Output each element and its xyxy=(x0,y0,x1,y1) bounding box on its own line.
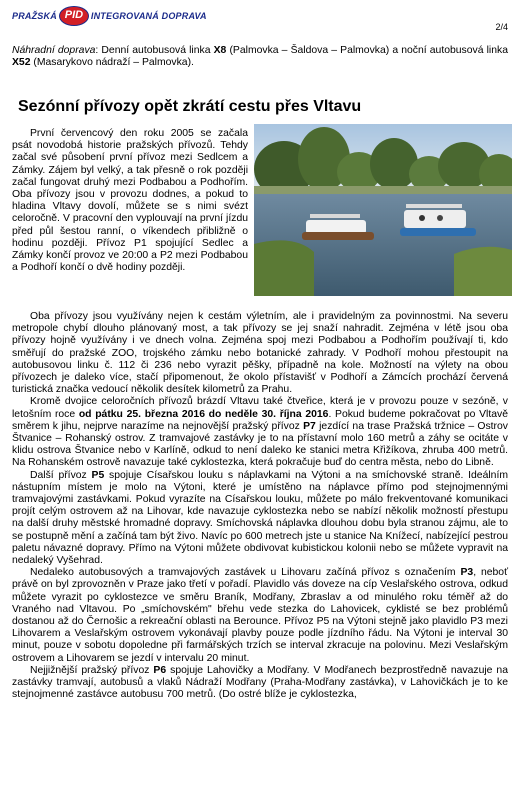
ferry-river-image xyxy=(254,124,512,296)
pid-badge-icon xyxy=(59,5,89,27)
article-title: Sezónní přívozy opět zkrátí cestu přes Vltavu xyxy=(18,98,362,115)
pid-logo xyxy=(12,4,207,28)
ferry-p6: P6 xyxy=(153,664,167,676)
replacement-transport-note xyxy=(12,45,508,69)
paragraph-3: Kromě dvojice celoročních přívozů brázdí Vltavu také čtveřice, která je v provozu pouze v sezóně, v letošním roce od pátku 25. března 2016 do neděle 30. října 2016. Pokud budeme pokračovat po Vltavě směrem k jihu, nejprve narazíme na nejnovější pražský přívoz P7 jezdící na trase Pražská tržnice – Ostrov Štvanice – Rohanský ostrov. Z tramvajové zastávky je to na přístavní molo 160 metrů a záhy se ocitáte v klidu ostrova Štvanice nebo v Karlíně, odkud to není daleko ke stanici metra Křižíkova, zhruba 400 metrů. Na Rohanském ostrově navazuje také cyklostezka, která pokračuje buď do centra města, nebo do Libně. xyxy=(12,396,508,469)
page-number: 2/4 xyxy=(495,22,508,32)
note-label: Náhradní doprava xyxy=(12,45,96,56)
paragraph-6: Nejjižnější pražský přívoz P6 spojuje Lahovičky a Modřany. V Modřanech bezprostředně navazuje na zastávky tramvají, autobusů a vlaků Nádraží Modřany (Praha-Modřany zastávka), v Lahovičkách je to ke stejnojmenné zastávce autobusu 700 metrů. (Do ostré blíže je cyklostezka, xyxy=(12,664,508,701)
line-x8: X8 xyxy=(213,45,227,56)
paragraph-5: Nedaleko autobusových a tramvajových zastávek u Lihovaru začíná přívoz s označením P3, neboť právě on byl zprovozněn v Praze jako třetí v pořadí. Plavidlo vás doveze na cíp Veslařského ostrova, odkud můžete vyrazit po cyklostezce ve směru Braník, Modřany, Zbraslav a od minulého roku téměř až do Vraného nad Vltavou. Po „smíchovském" břehu vede stezka do Lahovicek, cyklisté se bez problémů dostanou až do Černošic a rekreační oblasti na Berounce. Přívoz P5 na Výtoni stejně jako plavidlo P3 mezi Lihovarem a Veslařským ostrovem vykonávají plavby pouze podle jízdního řádu. Na Výtoni je interval 30 minut, pouze v sobotu dopoledne při farmářských trzích se interval zkracuje na polovinu. Mezi Veslařským ostrovem a Lihovarem se jezdí v intervalu 20 minut. xyxy=(12,567,508,664)
logo-right-text: INTEGROVANÁ DOPRAVA xyxy=(90,11,207,21)
paragraph-intro: První červencový den roku 2005 se začala psát novodobá historie pražských přívozů. Tehdy začal své působení první přívoz mezi Sedlcem a Zámky. Zájem byl velký, a tak přesně o rok později začal fungovat druhý mezi Podbabou a Podhořím. Oba přívozy jsou v provozu dodnes, a pokud to hladina Vltavy dovolí, můžete se s nimi svézt celoročně. V pracovní den vyplouvají na první jízdu před půl šestou ranní, o víkendech přibližně o hodinu později. Přívoz P1 spojující Sedlec a Zámky končí provoz ve 20:00 a P2 mezi Podbabou a Podhoří končí o dvě hodiny později. xyxy=(12,128,248,274)
page-header xyxy=(12,4,508,32)
note-text: (Palmovka – Šaldova – Palmovka) a noční autobusová linka xyxy=(226,45,508,56)
paragraph-4: Další přívoz P5 spojuje Císařskou louku s náplavkami na Výtoni a na smíchovské straně. Ideálním nástupním místem je molo na Výtoni, které je umístěno na náplavce přímo pod stejnojmennými tramvajovými zastávkami. Pokud vyrazíte na Císařskou louku, můžete po málo frekventované komunikaci projít celým ostrovem až na Lihovar, kde navazuje cyklostezka nebo se nabízí několik možností přestupu na další druhy městské hromadné dopravy. Smíchovská náplavka dlouhou dobu byla stranou zájmu, ale to se postupně mění a začíná tam být živo. Navíc po 600 metrech jste u stanice Na Knížecí, nabízející pestrou paletu návazné dopravy. Přímo na Výtoni můžete obdivovat kubistickou kolonii nebo se můžete vypravit na nedaleký Vyšehrad. xyxy=(12,469,508,567)
article-body xyxy=(12,311,508,702)
note-text: (Masarykovo nádraží – Palmovka). xyxy=(30,57,194,69)
logo-badge-text: PID xyxy=(64,9,84,21)
article-intro-wrap xyxy=(12,128,248,274)
ferry-photo xyxy=(254,124,512,296)
logo-left-text: PRAŽSKÁ xyxy=(12,11,57,21)
note-text: : Denní autobusová linka xyxy=(95,45,214,56)
ferry-p3: P3 xyxy=(460,567,474,579)
line-x52: X52 xyxy=(12,57,31,69)
ferry-p5: P5 xyxy=(91,469,105,481)
paragraph-2: Oba přívozy jsou využívány nejen k cestám výletním, ale i pravidelným za povinnostmi. Na severu metropole chybí dlouho plánovaný most, a tak přívozy se jej snaží nahradit. Zejména v létě jsou oba přívozy hojně využívány i ve dnech volna. Zejména spoj mezi Podbabou a Podhořím používají ti, kdo směřují do pražské ZOO, trojského zámku nebo botanické zahrady. V Podhoří mohou přestoupit na autobusovou linku č. 112 či 236 nebo vyrazit pěšky, případně na kole. Možností na výlety na obou přívozech je daleko více, stačí připomenout, že okolo přístavišť v Podhoří a Zámcích prochází červená turistická značka vedoucí několik desítek kilometrů za Prahu. xyxy=(12,311,508,396)
season-dates: od pátku 25. března 2016 do neděle 30. října 2016 xyxy=(78,408,329,420)
ferry-p7: P7 xyxy=(303,420,316,432)
